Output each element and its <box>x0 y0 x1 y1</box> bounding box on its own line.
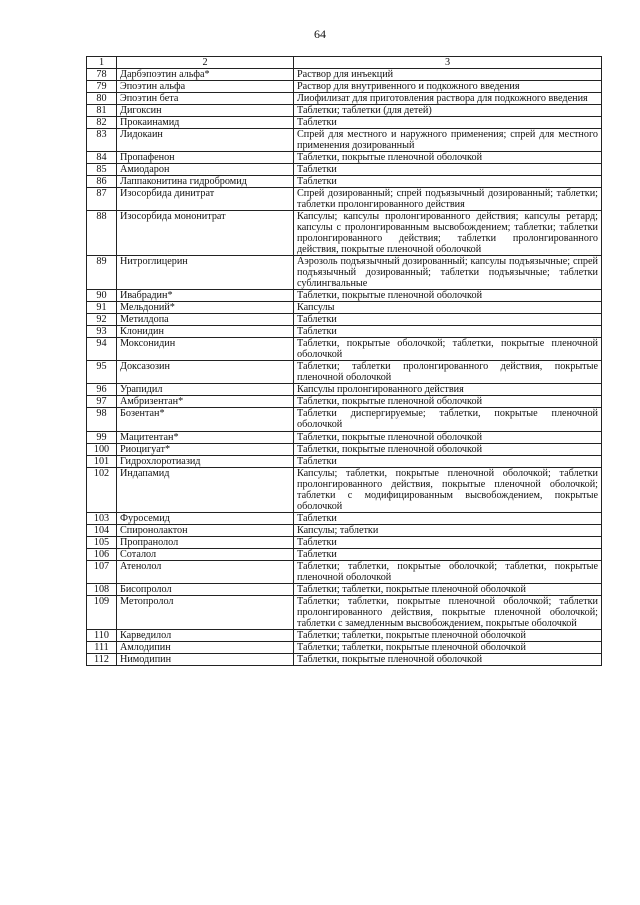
column-header-number: 1 <box>87 57 117 69</box>
drug-name: Атенолол <box>117 560 294 583</box>
table-row <box>87 455 602 467</box>
table-row <box>87 443 602 455</box>
row-number: 87 <box>87 188 117 211</box>
drug-name: Нимодипин <box>117 653 294 665</box>
drug-name: Изосорбида мононитрат <box>117 211 294 256</box>
table-row <box>87 512 602 524</box>
dosage-form: Таблетки <box>294 512 602 524</box>
table-row <box>87 326 602 338</box>
drug-name: Доксазозин <box>117 361 294 384</box>
drug-name: Бозентан* <box>117 408 294 431</box>
table-row <box>87 290 602 302</box>
table-row <box>87 408 602 431</box>
row-number: 102 <box>87 467 117 512</box>
drug-name: Фуросемид <box>117 512 294 524</box>
table-row <box>87 93 602 105</box>
row-number: 96 <box>87 384 117 396</box>
table-row <box>87 524 602 536</box>
table-row <box>87 129 602 152</box>
row-number: 110 <box>87 629 117 641</box>
table-row <box>87 467 602 512</box>
dosage-form: Таблетки, покрытые пленочной оболочкой <box>294 152 602 164</box>
table-row <box>87 164 602 176</box>
drug-table <box>86 56 602 666</box>
dosage-form: Таблетки; таблетки, покрытые пленочной оболочкой <box>294 629 602 641</box>
table-row <box>87 152 602 164</box>
table-row <box>87 105 602 117</box>
drug-name: Карведилол <box>117 629 294 641</box>
dosage-form: Таблетки <box>294 176 602 188</box>
dosage-form: Таблетки, покрытые пленочной оболочкой <box>294 431 602 443</box>
dosage-form: Капсулы; капсулы пролонгированного действия; капсулы ретард; капсулы с пролонгированным высвобождением; таблетки; таблетки пролонгированного действия; таблетки пролонгированного действия, покрытые пленочной оболочкой <box>294 211 602 256</box>
row-number: 85 <box>87 164 117 176</box>
drug-name: Индапамид <box>117 467 294 512</box>
table-row <box>87 81 602 93</box>
dosage-form: Капсулы; таблетки <box>294 524 602 536</box>
table-row <box>87 548 602 560</box>
row-number: 101 <box>87 455 117 467</box>
dosage-form: Таблетки <box>294 314 602 326</box>
dosage-form: Спрей дозированный; спрей подъязычный дозированный; таблетки; таблетки пролонгированного действия <box>294 188 602 211</box>
row-number: 79 <box>87 81 117 93</box>
dosage-form: Таблетки, покрытые пленочной оболочкой <box>294 653 602 665</box>
drug-name: Нитроглицерин <box>117 256 294 290</box>
row-number: 90 <box>87 290 117 302</box>
dosage-form: Капсулы <box>294 302 602 314</box>
table-row <box>87 69 602 81</box>
dosage-form: Таблетки; таблетки, покрытые пленочной оболочкой; таблетки пролонгированного действия, покрытые пленочной оболочкой; таблетки с замедленным высвобождением, покрытые оболочкой <box>294 595 602 629</box>
drug-name: Клонидин <box>117 326 294 338</box>
dosage-form: Таблетки <box>294 164 602 176</box>
row-number: 92 <box>87 314 117 326</box>
page-number: 64 <box>314 27 326 41</box>
row-number: 86 <box>87 176 117 188</box>
dosage-form: Таблетки, покрытые оболочкой; таблетки, покрытые пленочной оболочкой <box>294 338 602 361</box>
drug-name: Метилдопа <box>117 314 294 326</box>
row-number: 84 <box>87 152 117 164</box>
row-number: 108 <box>87 583 117 595</box>
row-number: 109 <box>87 595 117 629</box>
table-row <box>87 595 602 629</box>
table-row <box>87 629 602 641</box>
dosage-form: Таблетки, покрытые пленочной оболочкой <box>294 443 602 455</box>
row-number: 94 <box>87 338 117 361</box>
table-row <box>87 302 602 314</box>
dosage-form: Таблетки; таблетки, покрытые пленочной оболочкой <box>294 583 602 595</box>
drug-name: Амлодипин <box>117 641 294 653</box>
drug-name: Пропафенон <box>117 152 294 164</box>
dosage-form: Лиофилизат для приготовления раствора для подкожного введения <box>294 93 602 105</box>
table-row <box>87 176 602 188</box>
column-header-name: 2 <box>117 57 294 69</box>
drug-name: Мацитентан* <box>117 431 294 443</box>
table-row <box>87 431 602 443</box>
row-number: 93 <box>87 326 117 338</box>
table-row <box>87 188 602 211</box>
dosage-form: Таблетки диспергируемые; таблетки, покрытые пленочной оболочкой <box>294 408 602 431</box>
drug-name: Изосорбида динитрат <box>117 188 294 211</box>
dosage-form: Таблетки <box>294 548 602 560</box>
table-row <box>87 211 602 256</box>
row-number: 95 <box>87 361 117 384</box>
drug-name: Моксонидин <box>117 338 294 361</box>
row-number: 106 <box>87 548 117 560</box>
dosage-form: Таблетки; таблетки, покрытые оболочкой; таблетки, покрытые пленочной оболочкой <box>294 560 602 583</box>
drug-name: Дарбэпоэтин альфа* <box>117 69 294 81</box>
drug-name: Амиодарон <box>117 164 294 176</box>
row-number: 103 <box>87 512 117 524</box>
drug-name: Лидокаин <box>117 129 294 152</box>
dosage-form: Спрей для местного и наружного применения; спрей для местного применения дозированный <box>294 129 602 152</box>
drug-name: Эпоэтин альфа <box>117 81 294 93</box>
dosage-form: Аэрозоль подъязычный дозированный; капсулы подъязычные; спрей подъязычный дозированный; таблетки подъязычные; таблетки сублингвальные <box>294 256 602 290</box>
dosage-form: Капсулы; таблетки, покрытые пленочной оболочкой; таблетки пролонгированного действия, покрытые пленочной оболочкой; таблетки с модифицированным высвобождением, покрытые оболочкой <box>294 467 602 512</box>
drug-name: Спиронолактон <box>117 524 294 536</box>
table-row <box>87 536 602 548</box>
table-row <box>87 338 602 361</box>
dosage-form: Раствор для инъекций <box>294 69 602 81</box>
drug-name: Ивабрадин* <box>117 290 294 302</box>
row-number: 83 <box>87 129 117 152</box>
drug-name: Метопролол <box>117 595 294 629</box>
table-body <box>87 69 602 666</box>
dosage-form: Таблетки <box>294 455 602 467</box>
table-row <box>87 384 602 396</box>
row-number: 91 <box>87 302 117 314</box>
row-number: 89 <box>87 256 117 290</box>
row-number: 97 <box>87 396 117 408</box>
table-row <box>87 396 602 408</box>
table-row <box>87 641 602 653</box>
table-row <box>87 256 602 290</box>
dosage-form: Таблетки <box>294 326 602 338</box>
dosage-form: Таблетки <box>294 117 602 129</box>
table-row <box>87 560 602 583</box>
table-row <box>87 117 602 129</box>
table-row <box>87 653 602 665</box>
row-number: 104 <box>87 524 117 536</box>
dosage-form: Таблетки, покрытые пленочной оболочкой <box>294 396 602 408</box>
row-number: 105 <box>87 536 117 548</box>
row-number: 99 <box>87 431 117 443</box>
dosage-form: Таблетки; таблетки (для детей) <box>294 105 602 117</box>
dosage-form: Таблетки; таблетки пролонгированного действия, покрытые пленочной оболочкой <box>294 361 602 384</box>
table-header-row <box>87 57 602 69</box>
row-number: 80 <box>87 93 117 105</box>
row-number: 112 <box>87 653 117 665</box>
row-number: 81 <box>87 105 117 117</box>
row-number: 82 <box>87 117 117 129</box>
dosage-form: Таблетки <box>294 536 602 548</box>
table-row <box>87 361 602 384</box>
row-number: 78 <box>87 69 117 81</box>
drug-name: Риоцигуат* <box>117 443 294 455</box>
row-number: 88 <box>87 211 117 256</box>
table-row <box>87 583 602 595</box>
row-number: 107 <box>87 560 117 583</box>
dosage-form: Капсулы пролонгированного действия <box>294 384 602 396</box>
column-header-form: 3 <box>294 57 602 69</box>
drug-name: Урапидил <box>117 384 294 396</box>
drug-name: Соталол <box>117 548 294 560</box>
row-number: 98 <box>87 408 117 431</box>
drug-name: Эпоэтин бета <box>117 93 294 105</box>
dosage-form: Таблетки, покрытые пленочной оболочкой <box>294 290 602 302</box>
drug-name: Пропранолол <box>117 536 294 548</box>
drug-name: Амбризентан* <box>117 396 294 408</box>
drug-name: Прокаинамид <box>117 117 294 129</box>
drug-name: Мельдоний* <box>117 302 294 314</box>
drug-name: Дигоксин <box>117 105 294 117</box>
row-number: 100 <box>87 443 117 455</box>
row-number: 111 <box>87 641 117 653</box>
dosage-form: Раствор для внутривенного и подкожного введения <box>294 81 602 93</box>
table-row <box>87 314 602 326</box>
drug-name: Лаппаконитина гидробромид <box>117 176 294 188</box>
drug-name: Гидрохлоротиазид <box>117 455 294 467</box>
dosage-form: Таблетки; таблетки, покрытые пленочной оболочкой <box>294 641 602 653</box>
drug-name: Бисопролол <box>117 583 294 595</box>
